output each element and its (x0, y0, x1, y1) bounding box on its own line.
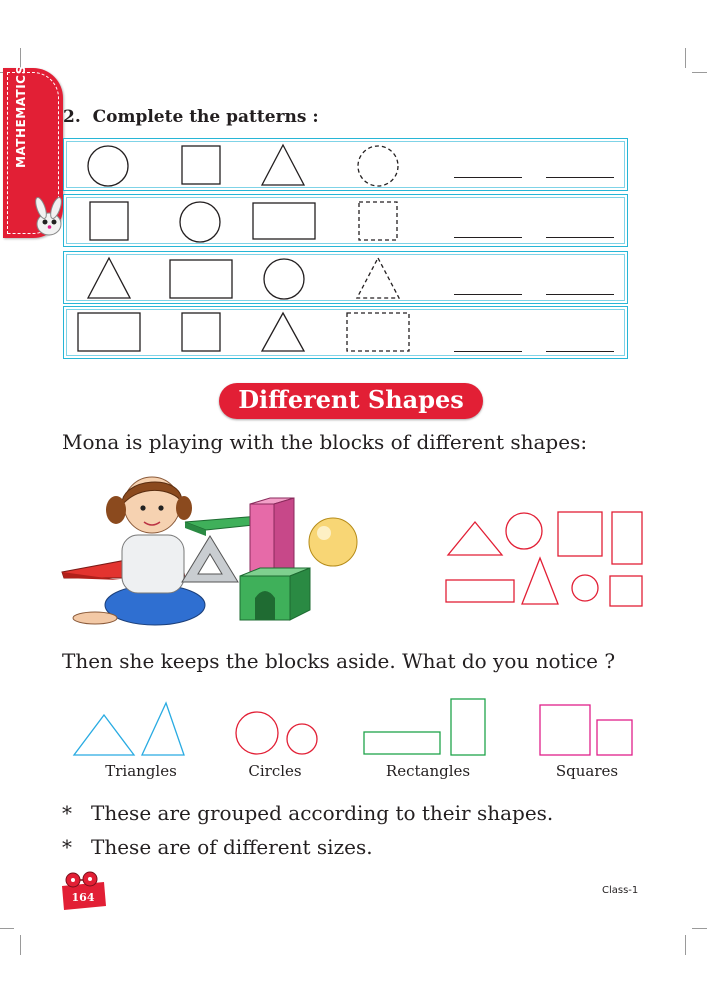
group-caption-squares: Squares (555, 762, 619, 780)
bullet-text: These are of different sizes. (91, 835, 373, 859)
exercise-number: 2. (63, 107, 81, 127)
crop-mark (20, 935, 21, 955)
pattern-row-3 (63, 251, 628, 304)
subject-label: MATHEMATICS (14, 65, 28, 168)
crop-mark (685, 935, 686, 955)
answer-blank[interactable] (546, 351, 614, 352)
subject-side-tab (3, 65, 63, 238)
exercise-title-text: Complete the patterns : (92, 107, 319, 127)
group-caption-triangles: Triangles (105, 762, 177, 780)
glasses-book-icon (60, 870, 106, 910)
crop-mark (692, 72, 707, 73)
pattern-row-shapes (64, 307, 627, 358)
pattern-row-2 (63, 194, 628, 247)
crop-mark (685, 48, 686, 68)
answer-blank[interactable] (454, 351, 522, 352)
exercise-title (63, 107, 319, 127)
answer-blank[interactable] (454, 294, 522, 295)
answer-blank[interactable] (454, 177, 522, 178)
red-outline-shapes (440, 508, 650, 612)
bullet-text: These are grouped according to their shapes. (91, 801, 554, 825)
bullet-marker: * (62, 835, 72, 859)
group-caption-rectangles: Rectangles (385, 762, 471, 780)
observation-text: Then she keeps the blocks aside. What do you notice ? (62, 649, 616, 673)
section-heading: Different Shapes (219, 383, 483, 419)
bullet-item (62, 801, 72, 825)
class-label: Class-1 (602, 885, 639, 896)
pattern-row-shapes (64, 252, 627, 303)
pattern-row-shapes (64, 139, 627, 190)
answer-blank[interactable] (454, 237, 522, 238)
crop-mark (0, 928, 14, 929)
answer-blank[interactable] (546, 177, 614, 178)
pattern-row-shapes (64, 195, 627, 246)
girl-playing-blocks-illustration (60, 470, 360, 630)
answer-blank[interactable] (546, 237, 614, 238)
page-number-badge (60, 870, 106, 910)
bullet-marker: * (62, 801, 72, 825)
answer-blank[interactable] (546, 294, 614, 295)
pattern-row-4 (63, 306, 628, 359)
page-number: 164 (71, 891, 95, 904)
intro-text: Mona is playing with the blocks of different shapes: (62, 430, 588, 454)
bullet-item (62, 835, 72, 859)
grouped-shapes (70, 695, 640, 761)
crop-mark (692, 928, 707, 929)
pattern-row-1 (63, 138, 628, 191)
group-caption-circles: Circles (248, 762, 302, 780)
